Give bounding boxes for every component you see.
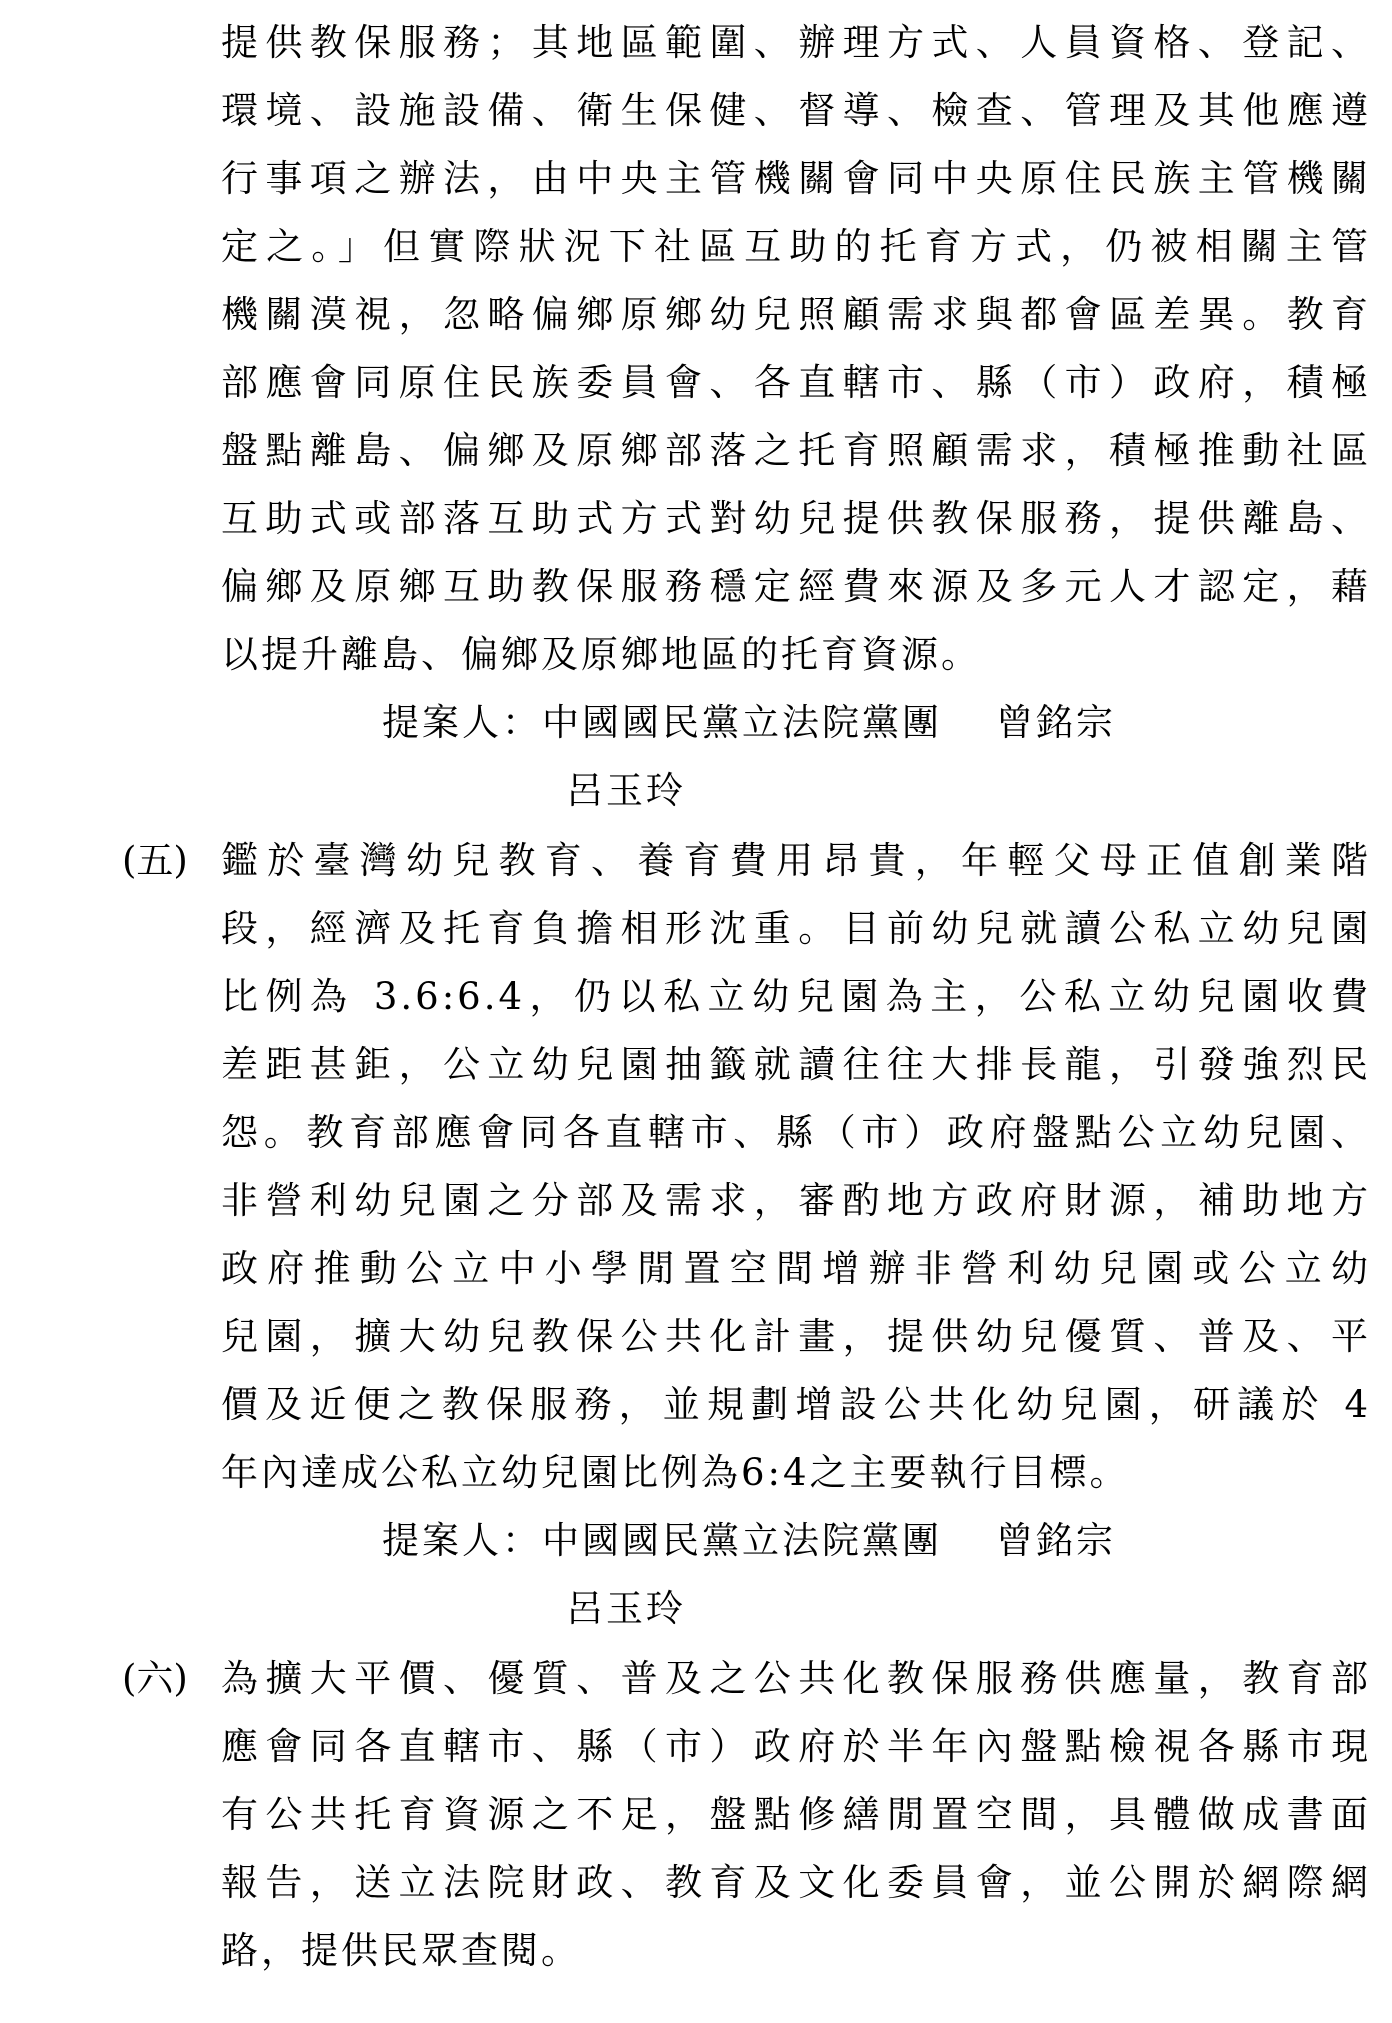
paragraph-line: 怨。教育部應會同各直轄市、縣（市）政府盤點公立幼兒園、 [221,1111,1371,1154]
paragraph-line: 年內達成公私立幼兒園比例為6:4之主要執行目標。 [221,1451,1130,1494]
proposer-name-second: 呂玉玲 [566,1587,686,1630]
paragraph-line: 政府推動公立中小學閒置空間增辦非營利幼兒園或公立幼 [221,1247,1371,1290]
proposer-name: 曾銘宗 [996,701,1116,744]
paragraph-line: 為擴大平價、優質、普及之公共化教保服務供應量，教育部 [221,1657,1371,1700]
paragraph-line: 鑑於臺灣幼兒教育、養育費用昂貴，年輕父母正值創業階 [221,839,1371,882]
paragraph-line: 盤點離島、偏鄉及原鄉部落之托育照顧需求，積極推動社區 [221,429,1371,472]
paragraph-line: 差距甚鉅，公立幼兒園抽籤就讀往往大排長龍，引發強烈民 [221,1043,1371,1086]
item-marker: (五) [122,839,188,882]
paragraph-line: 定之。」但實際狀況下社區互助的托育方式，仍被相關主管 [221,225,1371,268]
proposer-line [382,693,1116,753]
proposer-group: 中國國民黨立法院黨團 [542,701,942,744]
paragraph-line: 非營利幼兒園之分部及需求，審酌地方政府財源，補助地方 [221,1179,1371,1222]
paragraph-line: 以提升離島、偏鄉及原鄉地區的托育資源。 [221,633,981,676]
paragraph-line: 有公共托育資源之不足，盤點修繕閒置空間，具體做成書面 [221,1793,1371,1836]
paragraph-line: 路，提供民眾查閱。 [221,1929,581,1972]
proposer-line [382,1511,1116,1571]
proposer-group: 中國國民黨立法院黨團 [542,1519,942,1562]
proposer-name-second: 呂玉玲 [566,769,686,812]
paragraph-line: 偏鄉及原鄉互助教保服務穩定經費來源及多元人才認定，藉 [221,565,1371,608]
paragraph-line: 報告，送立法院財政、教育及文化委員會，並公開於網際網 [221,1861,1371,1904]
paragraph-line: 比例為 3.6:6.4，仍以私立幼兒園為主，公私立幼兒園收費 [221,975,1371,1018]
paragraph-line: 機關漠視，忽略偏鄉原鄉幼兒照顧需求與都會區差異。教育 [221,293,1371,336]
proposer-name: 曾銘宗 [996,1519,1116,1562]
paragraph-line: 價及近便之教保服務，並規劃增設公共化幼兒園，研議於 4 [221,1383,1371,1426]
proposer-label: 提案人： [382,1519,542,1562]
paragraph-line: 行事項之辦法，由中央主管機關會同中央原住民族主管機關 [221,157,1371,200]
paragraph-line: 互助式或部落互助式方式對幼兒提供教保服務，提供離島、 [221,497,1371,540]
paragraph-line: 環境、設施設備、衛生保健、督導、檢查、管理及其他應遵 [221,89,1371,132]
proposer-label: 提案人： [382,701,542,744]
paragraph-line: 提供教保服務；其地區範圍、辦理方式、人員資格、登記、 [221,21,1371,64]
paragraph-line: 兒園，擴大幼兒教保公共化計畫，提供幼兒優質、普及、平 [221,1315,1371,1358]
item-marker: (六) [122,1657,188,1700]
paragraph-line: 應會同各直轄市、縣（市）政府於半年內盤點檢視各縣市現 [221,1725,1371,1768]
paragraph-line: 段，經濟及托育負擔相形沈重。目前幼兒就讀公私立幼兒園 [221,907,1371,950]
paragraph-line: 部應會同原住民族委員會、各直轄市、縣（市）政府，積極 [221,361,1371,404]
